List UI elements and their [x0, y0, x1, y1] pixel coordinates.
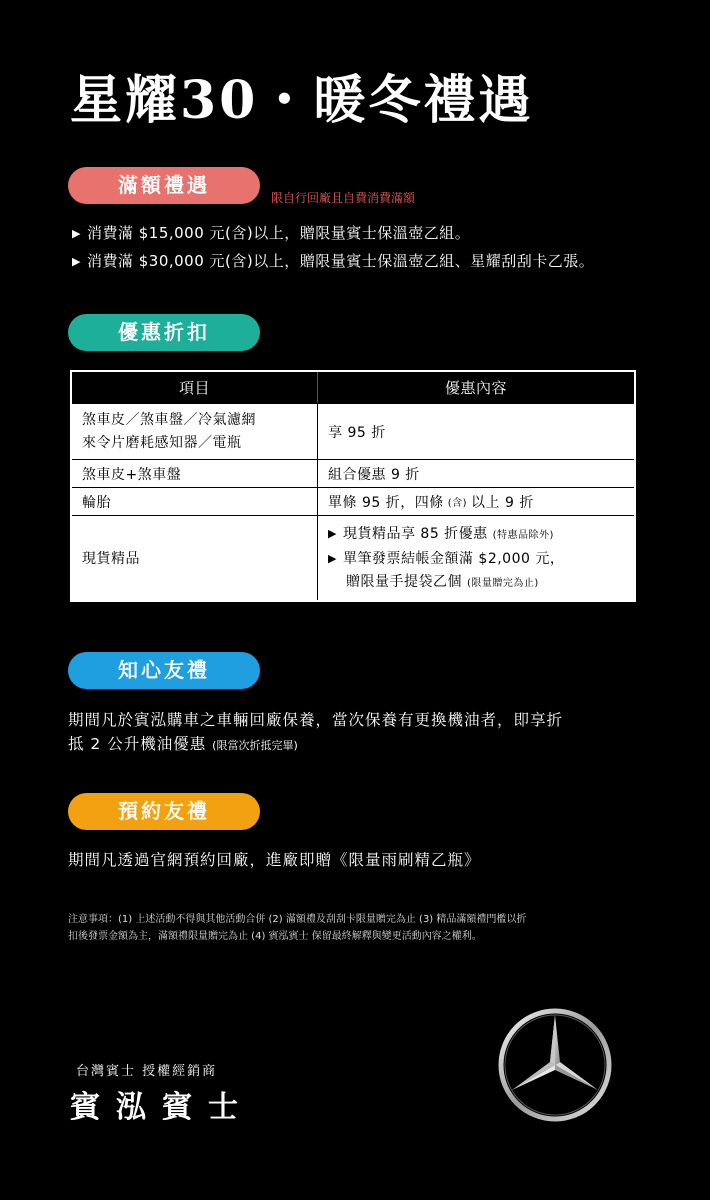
notice-text: 注意事項：(1) 上述活動不得與其他活動合併 (2) 滿額禮及刮刮卡限量贈完為止 (3) 精品滿額禮門檻以折 扣後發票金額為主，滿額禮限量贈完為止 (4) 賓泓賓士 保留最終解釋與變更活動內容之權利。: [68, 914, 527, 942]
triangle-right-icon: ▶: [328, 526, 337, 540]
section-label-booking-gift: 預約友禮: [68, 793, 260, 830]
table-cell-offer: 享 95 折: [328, 424, 386, 441]
dealer-label: 台灣賓士 授權經銷商: [76, 1064, 218, 1079]
table-cell-offer: 單條 95 折，四條 (含) 以上 9 折: [328, 494, 534, 511]
table-row: [72, 488, 634, 516]
offer-line: ▶ 單筆發票結帳金額滿 $2,000 元，: [328, 550, 565, 567]
triangle-right-icon: ▶: [328, 551, 337, 565]
table-cell-item: 輪胎: [72, 488, 318, 515]
table-cell-item: 煞車皮+煞車盤: [72, 460, 318, 487]
dealer-name: 賓泓賓士: [70, 1090, 254, 1125]
table-cell-offer: [318, 516, 634, 600]
page-title: 星耀30・暖冬禮遇: [70, 70, 534, 131]
section-text: 期間凡於賓泓購車之車輛回廠保養，當次保養有更換機油者，即享折 抵 2 公升機油優惠 (限當次折抵完畢): [68, 711, 564, 753]
section-note: 限自行回廠且自費消費滿額: [271, 191, 416, 205]
offer-line: ▶ 現貨精品享 85 折優惠 (特惠品除外): [328, 525, 554, 542]
section-label-discount: 優惠折扣: [68, 314, 260, 351]
offer-line: 贈限量手提袋乙個 (限量贈完為止): [346, 573, 539, 590]
table-cell-item: 煞車皮／煞車盤／冷氣濾網 來令片磨耗感知器／電瓶: [72, 404, 318, 459]
section-label-full-amount-gift: 滿額禮遇: [68, 167, 260, 204]
list-item: ▶ 消費滿 $15,000 元(含)以上，贈限量賓士保溫壺乙組。: [72, 224, 471, 242]
section-label-friend-gift: 知心友禮: [68, 652, 260, 689]
triangle-right-icon: ▶: [72, 255, 81, 268]
list-item: ▶ 消費滿 $30,000 元(含)以上，贈限量賓士保溫壺乙組、星耀刮刮卡乙張。: [72, 252, 595, 270]
table-header-item: 項目: [72, 372, 318, 403]
table-row: [72, 460, 634, 488]
section-text: 期間凡透過官網預約回廠，進廠即贈《限量雨刷精乙瓶》: [68, 851, 481, 869]
mercedes-star-logo: [498, 1008, 612, 1122]
table-cell-item: 現貨精品: [72, 516, 318, 600]
table-cell-offer: 組合優惠 9 折: [328, 466, 420, 483]
table-header-row: [72, 372, 634, 404]
discount-table: [70, 370, 636, 602]
table-row: [72, 516, 634, 600]
table-header-offer: 優惠內容: [444, 379, 507, 397]
table-row: [72, 404, 634, 460]
triangle-right-icon: ▶: [72, 227, 81, 240]
